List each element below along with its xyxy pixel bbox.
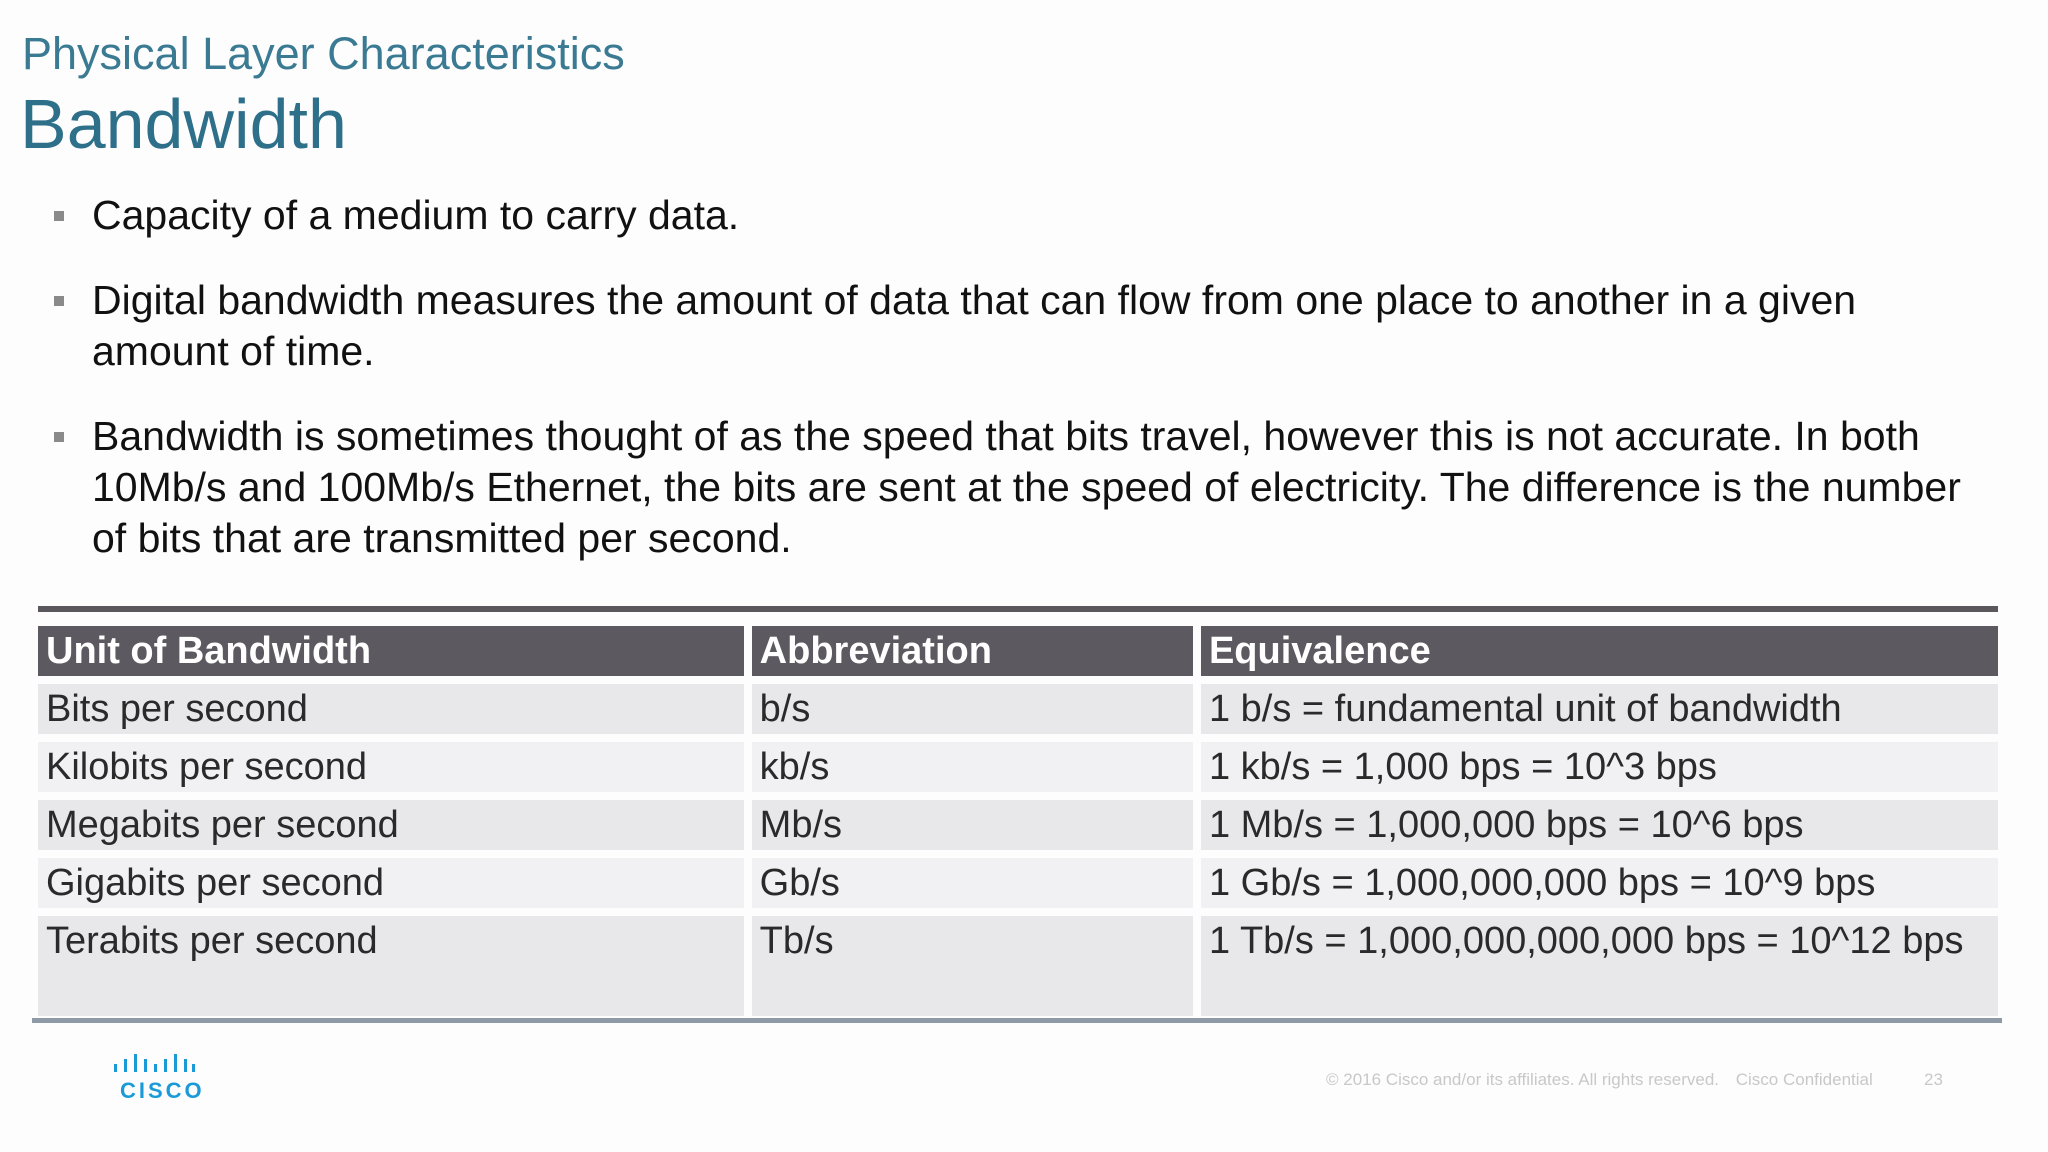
page-number: 23 [1924, 1070, 1943, 1089]
cell-abbreviation: Gb/s [752, 858, 1193, 908]
confidential-text: Cisco Confidential [1735, 1070, 1873, 1089]
cell-unit: Bits per second [38, 684, 744, 734]
square-bullet-icon [54, 211, 64, 221]
cell-equivalence: 1 Mb/s = 1,000,000 bps = 10^6 bps [1201, 800, 1998, 850]
cisco-bars-icon [112, 1052, 196, 1076]
cell-equivalence: 1 Tb/s = 1,000,000,000,000 bps = 10^12 bps [1201, 916, 1998, 1016]
cell-abbreviation: b/s [752, 684, 1193, 734]
cell-abbreviation: kb/s [752, 742, 1193, 792]
header-equivalence: Equivalence [1201, 626, 1998, 676]
bullet-list [54, 190, 1974, 598]
cell-abbreviation: Tb/s [752, 916, 1193, 1016]
table-row [38, 742, 1998, 792]
table-row [38, 800, 1998, 850]
cell-abbreviation: Mb/s [752, 800, 1193, 850]
square-bullet-icon [54, 432, 64, 442]
cell-unit: Terabits per second [38, 916, 744, 1016]
header-unit: Unit of Bandwidth [38, 626, 744, 676]
table-bottom-rule [32, 1018, 2002, 1023]
table-header-row [38, 626, 1998, 676]
copyright-text: © 2016 Cisco and/or its affiliates. All rights reserved. [1326, 1070, 1720, 1089]
bandwidth-table [30, 618, 2006, 1024]
cell-unit: Gigabits per second [38, 858, 744, 908]
slide-title: Bandwidth [20, 85, 347, 163]
bullet-item [54, 411, 1974, 564]
bullet-text: Capacity of a medium to carry data. [92, 192, 740, 238]
cell-unit: Megabits per second [38, 800, 744, 850]
footer-copyright [1326, 1070, 1885, 1090]
bullet-text: Bandwidth is sometimes thought of as the speed that bits travel, however this is not accurate. In both 10Mb/s and 100Mb/s Ethernet, the bits are sent at the speed of electricity. The difference is the number of bits that are transmitted per second. [92, 413, 1961, 561]
cell-equivalence: 1 kb/s = 1,000 bps = 10^3 bps [1201, 742, 1998, 792]
bullet-item [54, 190, 1974, 241]
slide-subtitle: Physical Layer Characteristics [22, 28, 625, 79]
table-row [38, 916, 1998, 1016]
cell-equivalence: 1 Gb/s = 1,000,000,000 bps = 10^9 bps [1201, 858, 1998, 908]
cell-equivalence: 1 b/s = fundamental unit of bandwidth [1201, 684, 1998, 734]
bullet-item [54, 275, 1974, 377]
bullet-text: Digital bandwidth measures the amount of data that can flow from one place to another in a given amount of time. [92, 277, 1857, 374]
table-row [38, 684, 1998, 734]
cisco-logo-text: CISCO [120, 1078, 205, 1103]
table-row [38, 858, 1998, 908]
bandwidth-table-container [38, 606, 1998, 1016]
cell-unit: Kilobits per second [38, 742, 744, 792]
cisco-logo [112, 1052, 205, 1103]
square-bullet-icon [54, 296, 64, 306]
header-abbreviation: Abbreviation [752, 626, 1193, 676]
